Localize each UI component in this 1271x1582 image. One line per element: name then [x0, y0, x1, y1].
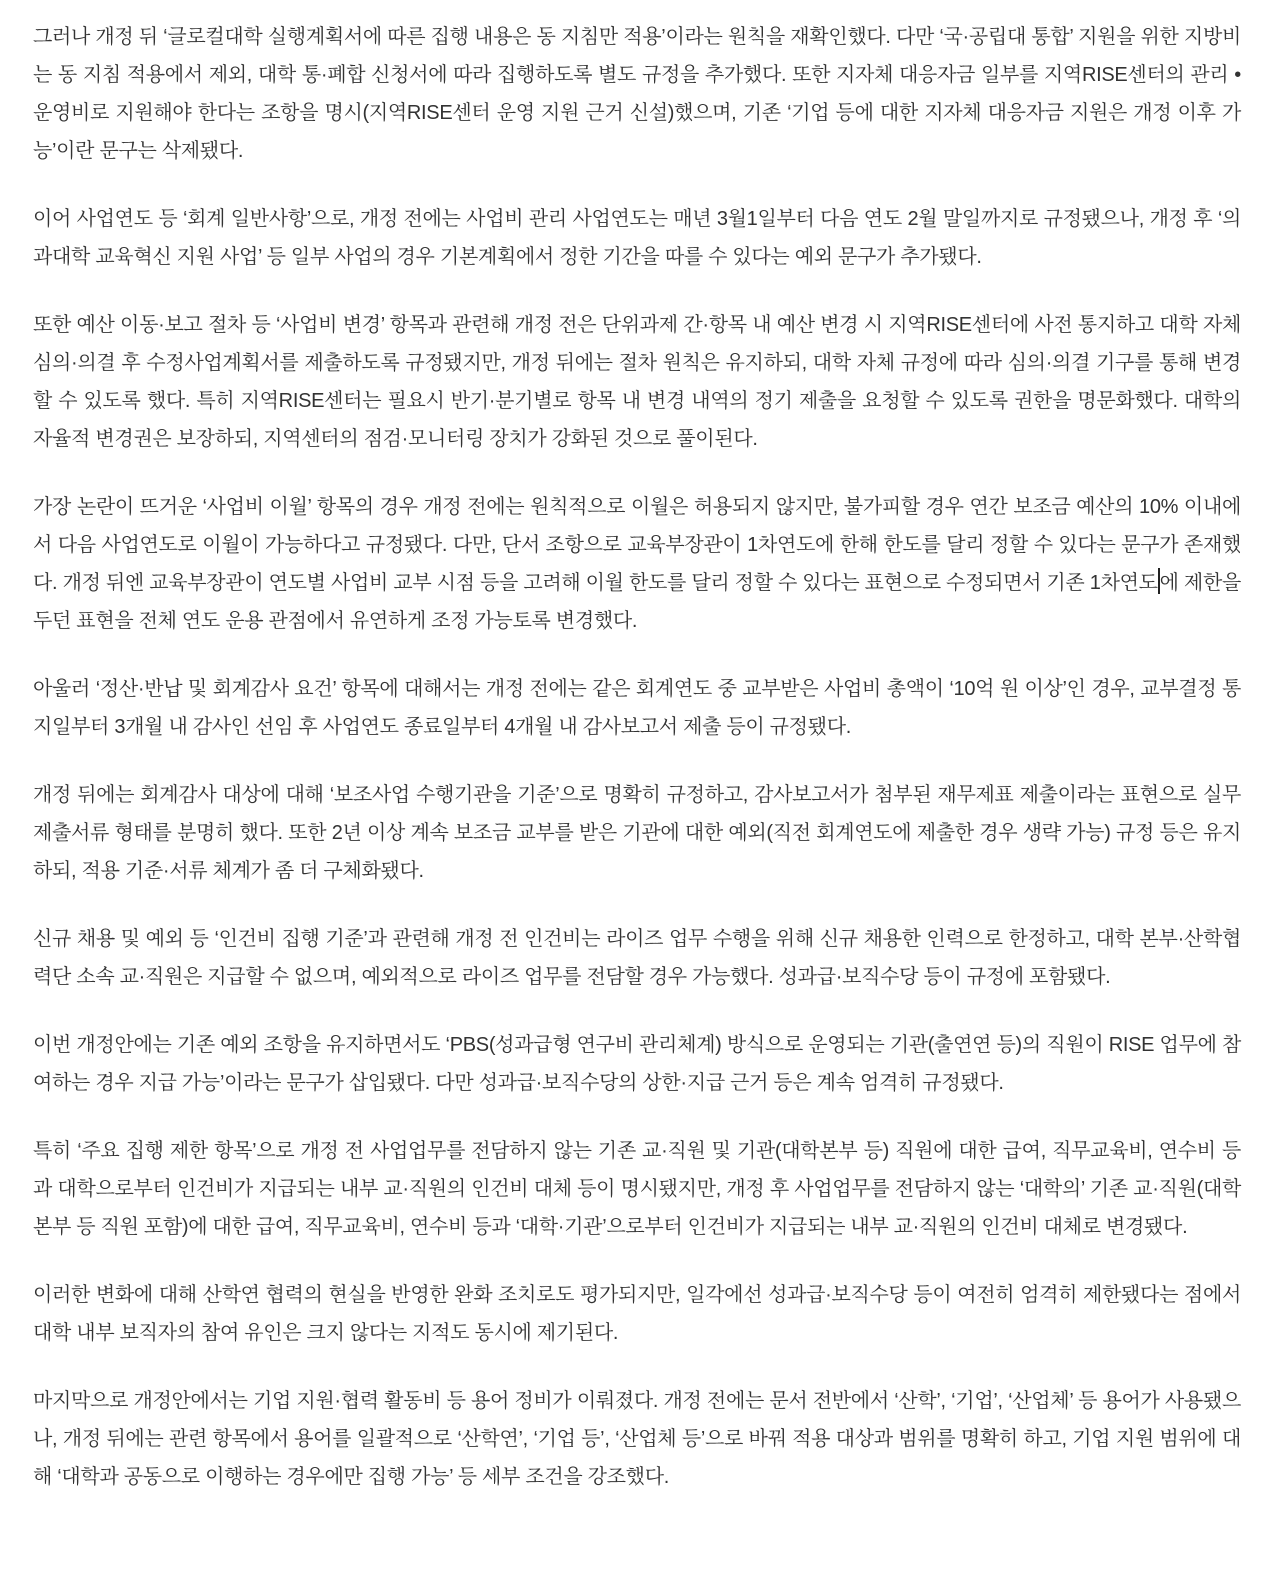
article-paragraph-9: 특히 ‘주요 집행 제한 항목’으로 개정 전 사업업무를 전담하지 않는 기존 교·직원 및 기관(대학본부 등) 직원에 대한 급여, 직무교육비, 연수비 등과 대학으로부터 인건비가 지급되는 내부 교·직원의 인건비 대체 등이 명시됐지만, 개정 후 사업업무를 전담하지 않는 ‘대학의’ 기존 교·직원(대학본부 등 직원 포함)에 대한 급여, 직무교육비, 연수비 등과 ‘대학·기관’으로부터 인건비가 지급되는 내부 교·직원의 인건비 대체로 변경됐다.	[33, 1140, 1241, 1238]
article-paragraph-3: 또한 예산 이동·보고 절차 등 ‘사업비 변경’ 항목과 관련해 개정 전은 단위과제 간·항목 내 예산 변경 시 지역RISE센터에 사전 통지하고 대학 자체 심의·의결 후 수정사업계획서를 제출하도록 규정됐지만, 개정 뒤에는 절차 원칙은 유지하되, 대학 자체 규정에 따라 심의·의결 기구를 통해 변경할 수 있도록 했다. 특히 지역RISE센터는 필요시 반기·분기별로 항목 내 변경 내역의 정기 제출을 요청할 수 있도록 권한을 명문화했다. 대학의 자율적 변경권은 보장하되, 지역센터의 점검·모니터링 장치가 강화된 것으로 풀이된다.	[33, 314, 1241, 450]
article-paragraph-8: 이번 개정안에는 기존 예외 조항을 유지하면서도 ‘PBS(성과급형 연구비 관리체계) 방식으로 운영되는 기관(출연연 등)의 직원이 RISE 업무에 참여하는 경우 지급 가능’이라는 문구가 삽입됐다. 다만 성과급·보직수당의 상한·지급 근거 등은 계속 엄격히 규정됐다.	[33, 1034, 1241, 1094]
article-body	[33, 18, 1241, 1496]
paragraph-container	[33, 18, 1241, 1496]
article-paragraph-2: 이어 사업연도 등 ‘회계 일반사항’으로, 개정 전에는 사업비 관리 사업연도는 매년 3월1일부터 다음 연도 2월 말일까지로 규정됐으나, 개정 후 ‘의과대학 교육혁신 지원 사업’ 등 일부 사업의 경우 기본계획에서 정한 기간을 따를 수 있다는 예외 문구가 추가됐다.	[33, 208, 1241, 268]
text-caret	[1158, 568, 1160, 594]
article-paragraph-7: 신규 채용 및 예외 등 ‘인건비 집행 기준’과 관련해 개정 전 인건비는 라이즈 업무 수행을 위해 신규 채용한 인력으로 한정하고, 대학 본부·산학협력단 소속 교·직원은 지급할 수 없으며, 예외적으로 라이즈 업무를 전담할 경우 가능했다. 성과급·보직수당 등이 규정에 포함됐다.	[33, 928, 1241, 988]
article-paragraph-1: 그러나 개정 뒤 ‘글로컬대학 실행계획서에 따른 집행 내용은 동 지침만 적용’이라는 원칙을 재확인했다. 다만 ‘국·공립대 통합’ 지원을 위한 지방비는 동 지침 적용에서 제외, 대학 통·폐합 신청서에 따라 집행하도록 별도 규정을 추가했다. 또한 지자체 대응자금 일부를 지역RISE센터의 관리 • 운영비로 지원해야 한다는 조항을 명시(지역RISE센터 운영 지원 근거 신설)했으며, 기존 ‘기업 등에 대한 지자체 대응자금 지원은 개정 이후 가능’이란 문구는 삭제됐다.	[33, 26, 1241, 162]
article-paragraph-5: 아울러 ‘정산·반납 및 회계감사 요건’ 항목에 대해서는 개정 전에는 같은 회계연도 중 교부받은 사업비 총액이 ‘10억 원 이상’인 경우, 교부결정 통지일부터 3개월 내 감사인 선임 후 사업연도 종료일부터 4개월 내 감사보고서 제출 등이 규정됐다.	[33, 678, 1241, 738]
article-paragraph-6: 개정 뒤에는 회계감사 대상에 대해 ‘보조사업 수행기관을 기준’으로 명확히 규정하고, 감사보고서가 첨부된 재무제표 제출이라는 표현으로 실무 제출서류 형태를 분명히 했다. 또한 2년 이상 계속 보조금 교부를 받은 기관에 대한 예외(직전 회계연도에 제출한 경우 생략 가능) 규정 등은 유지하되, 적용 기준·서류 체계가 좀 더 구체화됐다.	[33, 784, 1241, 882]
article-paragraph-11: 마지막으로 개정안에서는 기업 지원·협력 활동비 등 용어 정비가 이뤄졌다. 개정 전에는 문서 전반에서 ‘산학’, ‘기업’, ‘산업체’ 등 용어가 사용됐으나, 개정 뒤에는 관련 항목에서 용어를 일괄적으로 ‘산학연’, ‘기업 등’, ‘산업체 등’으로 바꿔 적용 대상과 범위를 명확히 하고, 기업 지원 범위에 대해 ‘대학과 공동으로 이행하는 경우에만 집행 가능’ 등 세부 조건을 강조했다.	[33, 1390, 1241, 1488]
article-paragraph-10: 이러한 변화에 대해 산학연 협력의 현실을 반영한 완화 조치로도 평가되지만, 일각에선 성과급·보직수당 등이 여전히 엄격히 제한됐다는 점에서 대학 내부 보직자의 참여 유인은 크지 않다는 지적도 동시에 제기된다.	[33, 1284, 1241, 1344]
article-paragraph-4: 가장 논란이 뜨거운 ‘사업비 이월’ 항목의 경우 개정 전에는 원칙적으로 이월은 허용되지 않지만, 불가피할 경우 연간 보조금 예산의 10% 이내에서 다음 사업연도로 이월이 가능하다고 규정됐다. 다만, 단서 조항으로 교육부장관이 1차연도에 한해 한도를 달리 정할 수 있다는 문구가 존재했다. 개정 뒤엔 교육부장관이 연도별 사업비 교부 시점 등을 고려해 이월 한도를 달리 정할 수 있다는 표현으로 수정되면서 기존 1차연도 에 제한을 두던 표현을 전체 연도 운용 관점에서 유연하게 조정 가능토록 변경했다.	[33, 496, 1241, 632]
